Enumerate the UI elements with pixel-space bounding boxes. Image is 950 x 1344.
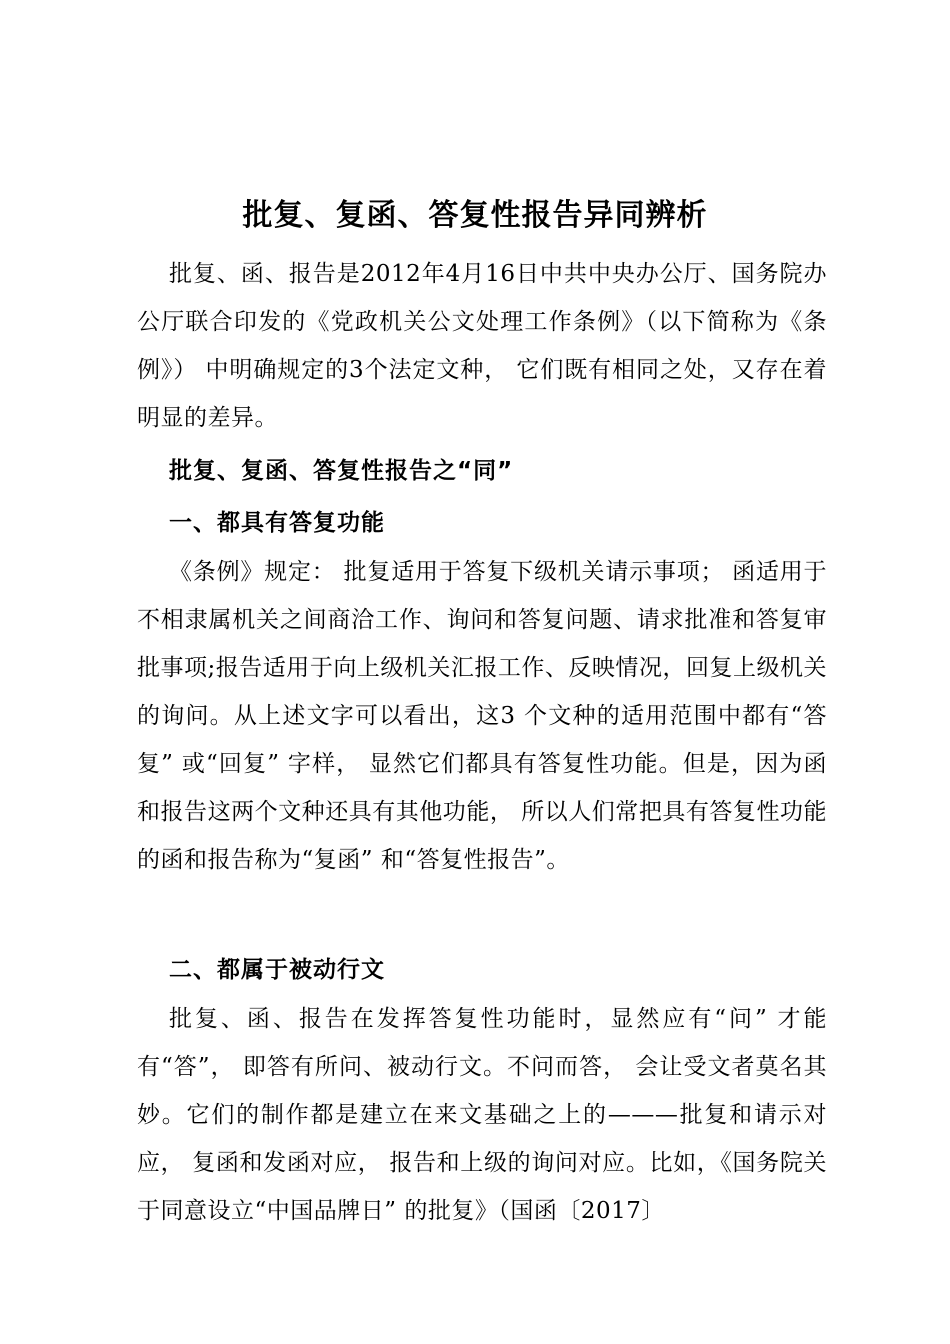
intro-paragraph: 批复、函、报告是2012年4月16日中共中央办公厅、国务院办公厅联合印发的《党政机关公文处理工作条例》（以下简称为《条例》） 中明确规定的3个法定文种， 它们既有相同之处，又存在着明显的差异。	[137, 261, 827, 431]
subsection-heading-1: 一、都具有答复功能	[169, 510, 385, 536]
subsection-paragraph-2: 批复、函、报告在发挥答复性功能时，显然应有“问” 才能有“答”， 即答有所问、被动行文。不问而答， 会让受文者莫名其妙。它们的制作都是建立在来文基础之上的———批复和请示对应， 复函和发函对应， 报告和上级的询问对应。比如，《国务院关于同意设立“中国品牌日” 的批复》（国函〔2017〕	[137, 1006, 827, 1224]
document-title: 批复、复函、答复性报告异同辨析	[242, 198, 708, 233]
subsection-heading-2: 二、都属于被动行文	[169, 957, 385, 983]
section-heading: 批复、复函、答复性报告之“同”	[169, 458, 514, 484]
subsection-paragraph-1: 《条例》规定： 批复适用于答复下级机关请示事项； 函适用于不相隶属机关之间商洽工作、询问和答复问题、请求批准和答复审批事项;报告适用于向上级机关汇报工作、反映情况，回复上级机关的询问。从上述文字可以看出，这3 个文种的适用范围中都有“答复” 或“回复” 字样， 显然它们都具有答复性功能。但是，因为函和报告这两个文种还具有其他功能， 所以人们常把具有答复性功能的函和报告称为“复函” 和“答复性报告”。	[137, 559, 827, 873]
